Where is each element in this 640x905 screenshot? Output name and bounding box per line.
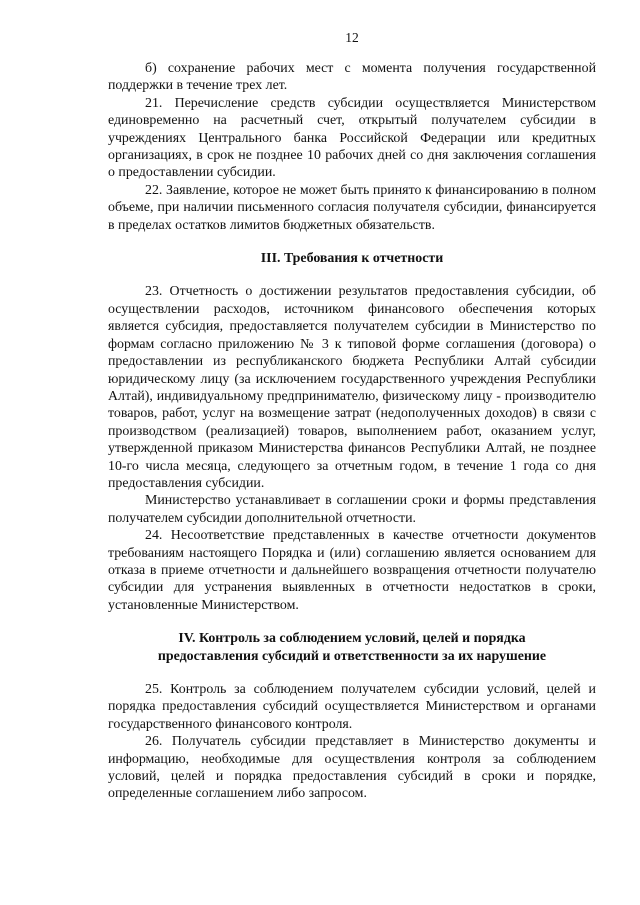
paragraph-20b: б) сохранение рабочих мест с момента получения государственной поддержки в течение трех лет. <box>108 61 596 94</box>
section-4-heading-line-2: предоставления субсидий и ответственности за их нарушение <box>157 648 547 664</box>
paragraph-23: 23. Отчетность о достижении результатов предоставления субсидии, об осуществлении расходов, источником финансового обеспечения которых является субсидия, предоставляется получателем субсидии в Министерство по формам согласно приложению № 3 к типовой форме соглашения (договора) о предоставлении из республиканского бюджета Республики Алтай субсидии юридическому лицу (за исключением государственного учреждения Республики Алтай), индивидуальному предпринимателю, физическому лицу - производителю товаров, работ, услуг на возмещение затрат (недополученных доходов) в связи с производством (реализацией) товаров, выполнением работ, оказанием услуг, утвержденной приказом Министерства финансов Республики Алтай, не позднее 10-го числа месяца, следующего за отчетным годом, в течение 1 года со дня предоставления субсидии. <box>108 284 596 491</box>
paragraph-22: 22. Заявление, которое не может быть принято к финансированию в полном объеме, при наличии письменного согласия получателя субсидии, финансируется в пределах остатков лимитов бюджетных обязательств. <box>108 182 596 233</box>
section-4-heading <box>108 630 596 665</box>
page-number: 12 <box>345 30 359 45</box>
paragraph-21: 21. Перечисление средств субсидии осуществляется Министерством единовременно на расчетный счет, открытый получателем субсидии в учреждениях Центрального банка Российской Федерации или кредитных организациях, в срок не позднее 10 рабочих дней со дня заключения соглашения о предоставлении субсидии. <box>108 95 596 181</box>
paragraph-23-additional: Министерство устанавливает в соглашении сроки и формы представления получателем субсидии дополнительной отчетности. <box>108 493 596 526</box>
document-body <box>108 60 596 803</box>
paragraph-25: 25. Контроль за соблюдением получателем субсидии условий, целей и порядка предоставления субсидий осуществляется Министерством и органами государственного финансового контроля. <box>108 682 596 732</box>
paragraph-26: 26. Получатель субсидии представляет в Министерство документы и информацию, необходимые для осуществления контроля за соблюдением условий, целей и порядка предоставления субсидий в сроки и порядке, определенные соглашением либо запросом. <box>108 734 596 802</box>
section-3-heading: III. Требования к отчетности <box>260 251 444 267</box>
section-4-heading-line-1: IV. Контроль за соблюдением условий, целей и порядка <box>178 631 526 647</box>
paragraph-24: 24. Несоответствие представленных в качестве отчетности документов требованиям настоящего Порядка и (или) соглашению является основанием для отказа в приеме отчетности и дальнейшего возвращения отчетности получателю субсидии для устранения выявленных в отчетности недостатков в сроки, установленные Министерством. <box>108 528 596 613</box>
